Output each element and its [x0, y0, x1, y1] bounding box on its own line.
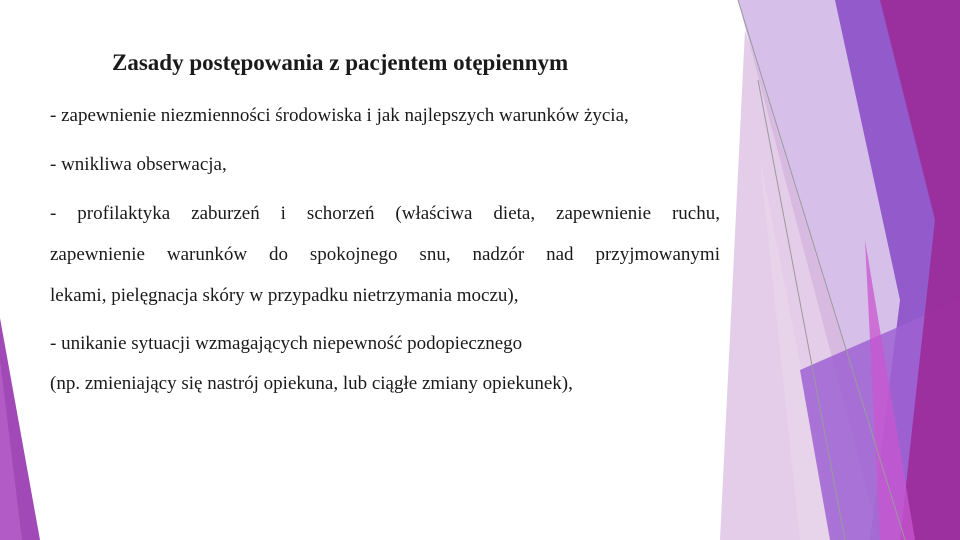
bullet-line-3-cont-1: zapewnienie warunków do spokojnego snu, nadzór nad przyjmowanymi — [50, 244, 720, 265]
slide-title: Zasady postępowania z pacjentem otępiennym — [112, 50, 569, 75]
bullet-line-4: - unikanie sytuacji wzmagających niepewność podopiecznego — [50, 333, 523, 354]
bullet-line-2: - wnikliwa obserwacja, — [50, 154, 227, 175]
bullet-line-3-cont-2: lekami, pielęgnacja skóry w przypadku nietrzymania moczu), — [50, 285, 519, 306]
bullet-line-4-cont: (np. zmieniający się nastrój opiekuna, lub ciągłe zmiany opiekunek), — [50, 373, 573, 394]
bullet-line-3: - profilaktyka zaburzeń i schorzeń (właściwa dieta, zapewnienie ruchu, — [50, 203, 720, 224]
bullet-line-1: - zapewnienie niezmienności środowiska i jak najlepszych warunków życia, — [50, 105, 629, 126]
